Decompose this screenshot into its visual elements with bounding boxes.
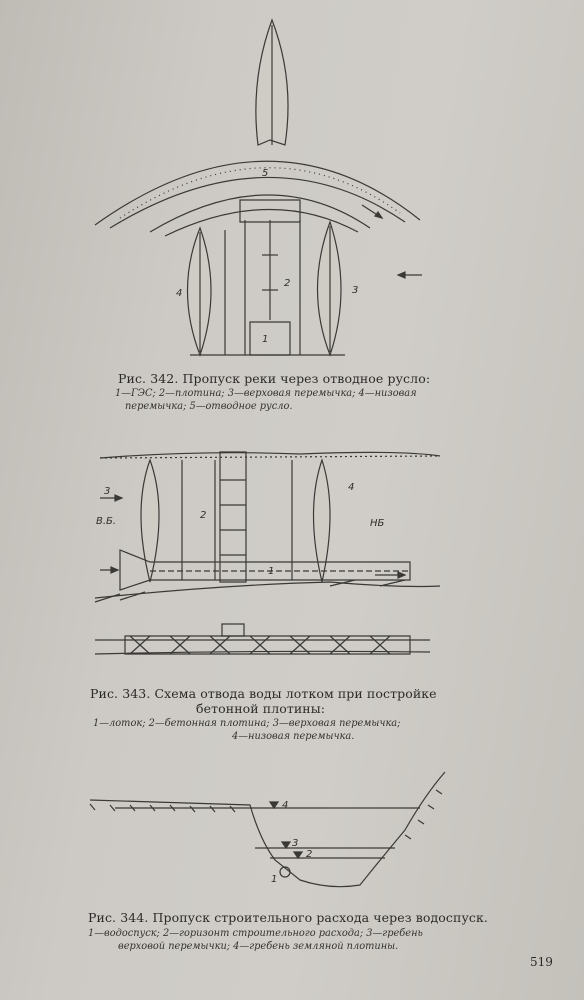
fig342-label-1: 1 [262, 334, 269, 345]
fig343-label-vb: В.Б. [96, 516, 117, 527]
fig344-label-3: 3 [292, 838, 299, 849]
fig344-label-1: 1 [271, 874, 278, 885]
fig343-label-4: 4 [348, 482, 355, 493]
fig344-label-4: 4 [282, 800, 289, 811]
fig344-label-2: 2 [306, 849, 313, 860]
figure-343-drawing [0, 440, 584, 680]
fig343-title-line-1: Рис. 343. Схема отвода воды лотком при постройке [90, 686, 437, 701]
fig344-legend-line-1: 1—водоспуск; 2—горизонт строительного расхода; 3—гребень [88, 928, 423, 939]
figure-342-drawing [0, 0, 584, 370]
fig343-label-2: 2 [200, 510, 207, 521]
page-number: 519 [530, 955, 553, 969]
fig342-label-5: 5 [262, 168, 269, 179]
fig343-legend-line-2: 4—низовая перемычка. [232, 731, 355, 742]
fig344-title: Рис. 344. Пропуск строительного расхода через водоспуск. [88, 910, 488, 925]
fig342-label-4: 4 [176, 288, 183, 299]
figure-344-drawing [0, 760, 584, 905]
fig342-title: Рис. 342. Пропуск реки через отводное русло: [118, 371, 431, 386]
fig344-legend-line-2: верховой перемычки; 4—гребень земляной плотины. [118, 941, 399, 952]
fig342-label-3: 3 [352, 285, 359, 296]
fig343-legend-line-1: 1—лоток; 2—бетонная плотина; 3—верховая перемычка; [93, 718, 401, 729]
fig342-legend-line-1: 1—ГЭС; 2—плотина; 3—верховая перемычка; 4—низовая [115, 388, 417, 399]
fig343-label-1: 1 [268, 566, 275, 577]
fig343-label-nb: НБ [370, 518, 385, 529]
fig342-label-2: 2 [284, 278, 291, 289]
fig342-legend-line-2: перемычка; 5—отводное русло. [125, 401, 293, 412]
fig343-label-3: 3 [104, 486, 111, 497]
fig343-title-line-2: бетонной плотины: [196, 701, 326, 716]
